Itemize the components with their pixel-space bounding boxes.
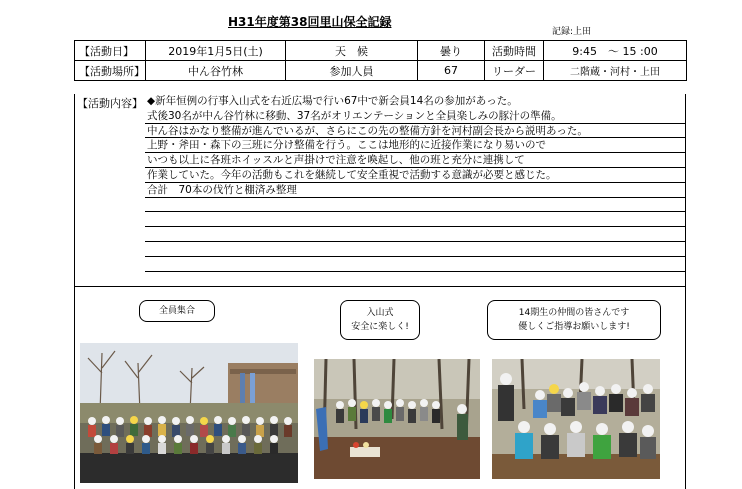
group-photo (80, 343, 298, 483)
content-lines (145, 94, 685, 286)
record-title: H31年度第38回里山保全記録 (228, 15, 392, 29)
content-line: 式後30名が中ん谷竹林に移動、37名がオリエンテーションと全員楽しみの豚汁の準備。 (145, 109, 685, 124)
content-line (145, 257, 685, 272)
caption-group-photo (139, 300, 215, 322)
content-line (145, 198, 685, 213)
leaders-value: 二階蔵・河村・上田 (544, 61, 687, 81)
content-line (145, 212, 685, 227)
new-members-photo (492, 359, 660, 479)
content-line: いつも以上に各班ホイッスルと声掛けで注意を喚起し、他の班と充分に連携して (145, 153, 685, 168)
activity-time-value: 9:45 〜 15 :00 (544, 41, 687, 61)
activity-content-section (74, 94, 686, 287)
place-value: 中ん谷竹林 (146, 61, 286, 81)
participants-label: 参加人員 (286, 61, 418, 81)
caption-text: 14期生の仲間の皆さんです (518, 308, 630, 318)
content-line: 合計 70本の伐竹と棚済み整理 (145, 183, 685, 198)
place-label: 【活動場所】 (75, 61, 146, 81)
info-row-place (75, 61, 687, 81)
content-line (145, 227, 685, 242)
info-row-date (75, 41, 687, 61)
content-line: 上野・斧田・森下の三班に分け整備を行う。ここは地形的に近接作業になり易いので (145, 138, 685, 153)
caption-text: 入山式 (366, 308, 394, 318)
activity-date-value: 2019年1月5日(土) (146, 41, 286, 61)
caption-text: 全員集合 (158, 306, 195, 316)
content-label: 【活動内容】 (77, 97, 143, 110)
caption-text: 安全に楽しく! (351, 322, 409, 332)
content-line (145, 272, 685, 287)
activity-date-label: 【活動日】 (75, 41, 146, 61)
content-line (145, 242, 685, 257)
content-line: ◆新年恒例の行事入山式を右近広場で行い67中で新会員14名の参加があった。 (147, 95, 518, 107)
weather-label: 天 候 (286, 41, 418, 61)
caption-text: 優しくご指導お願いします! (518, 322, 630, 332)
content-line: 中ん谷はかなり整備が進んでいるが、さらにこの先の整備方針を河村副会長から説明あった。 (145, 124, 685, 139)
photo-section (74, 286, 686, 489)
caption-new-members (487, 300, 661, 340)
leader-label: リーダー (485, 61, 544, 81)
content-line: 作業していた。今年の活動もこれを継続して安全重視で活動する意識が必要と感じた。 (145, 168, 685, 183)
participants-value: 67 (418, 61, 485, 81)
caption-ceremony (340, 300, 420, 340)
info-table (74, 40, 687, 81)
weather-value: 曇り (418, 41, 485, 61)
activity-time-label: 活動時間 (485, 41, 544, 61)
ceremony-photo (314, 359, 480, 479)
recorder-label: 記録:上田 (552, 27, 592, 37)
